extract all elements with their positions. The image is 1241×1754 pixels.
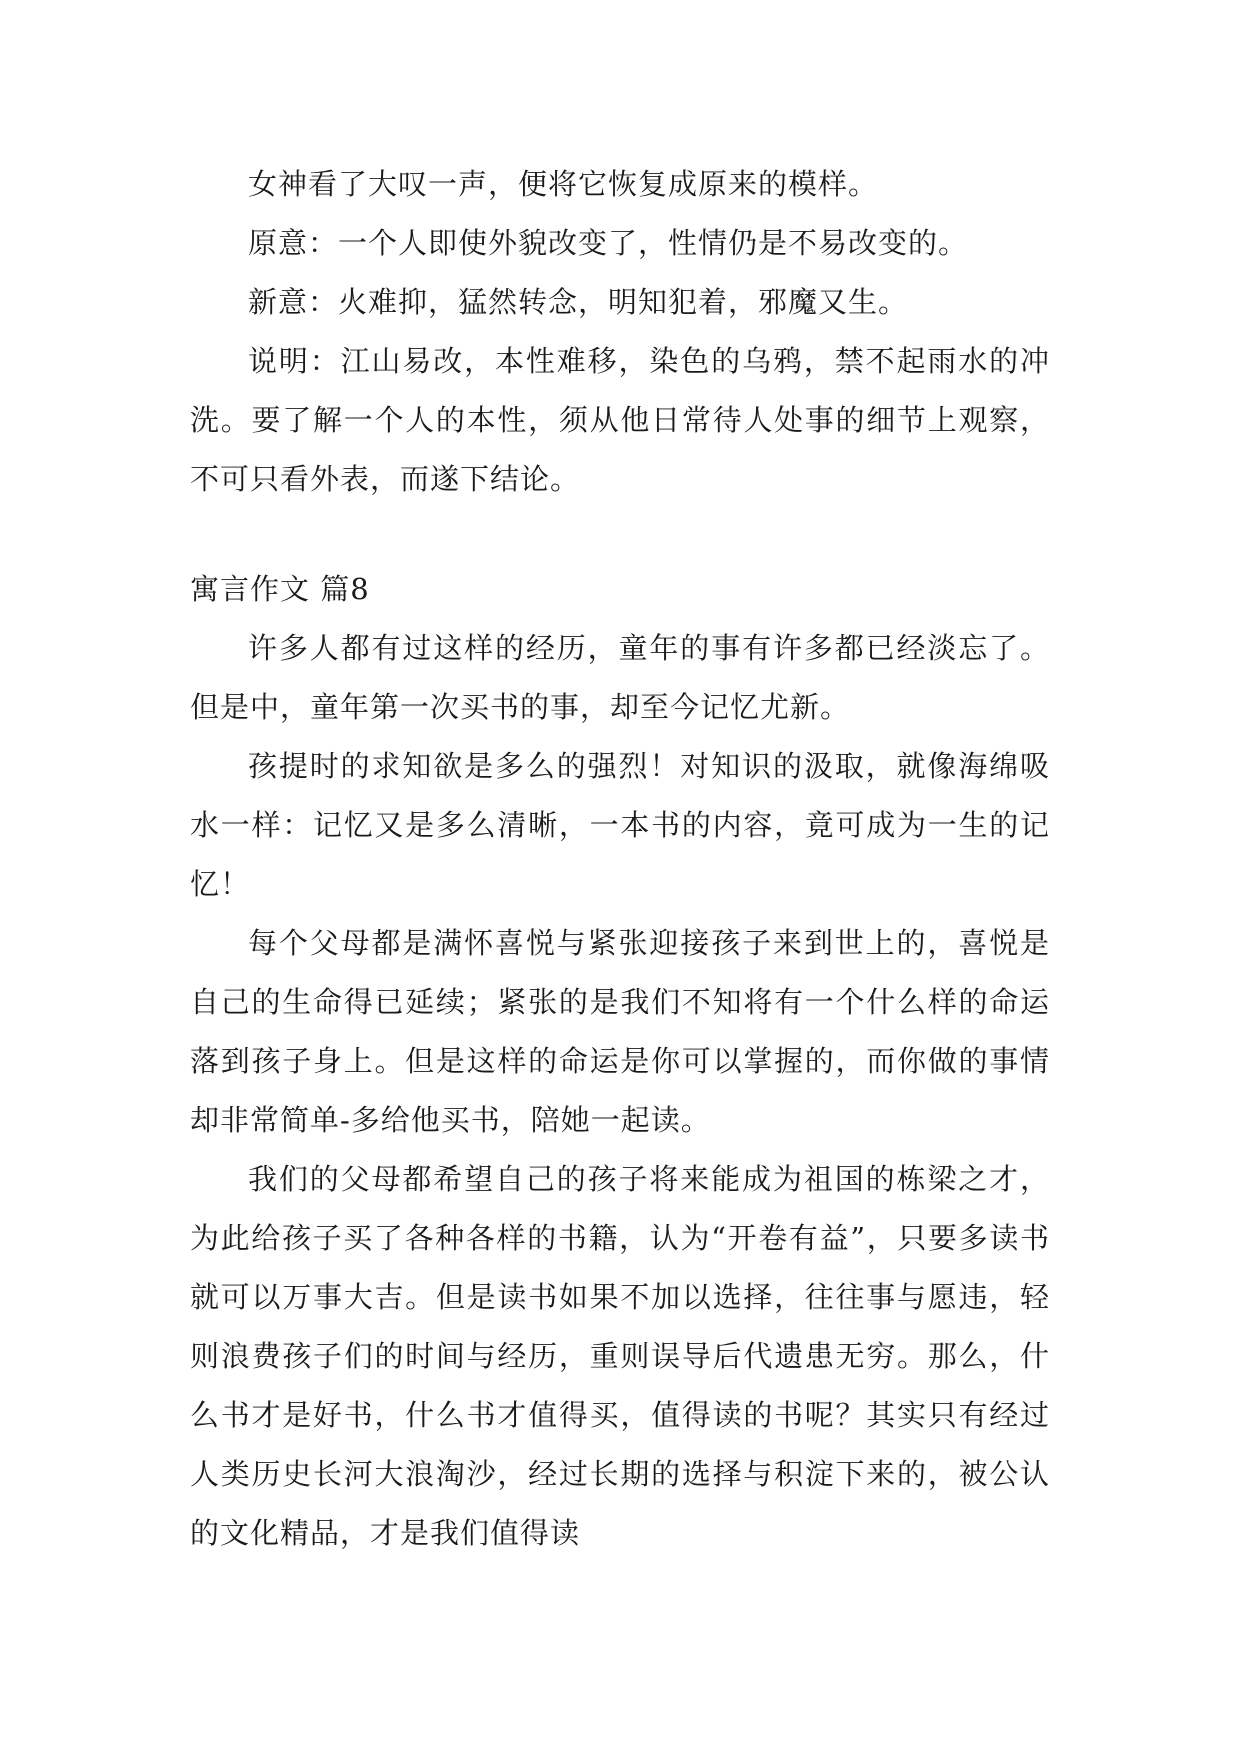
essay-section	[190, 619, 1050, 1563]
paragraph-original-meaning: 原意：一个人即使外貌改变了，性情仍是不易改变的。	[248, 226, 969, 260]
paragraph-story-ending: 女神看了大叹一声，便将它恢复成原来的模样。	[248, 167, 879, 201]
fable-ending-section	[190, 155, 1050, 509]
paragraph: 许多人都有过这样的经历，童年的事有许多都已经淡忘了。但是中，童年第一次买书的事，却至今记忆尤新。	[190, 631, 1050, 724]
paragraph: 每个父母都是满怀喜悦与紧张迎接孩子来到世上的，喜悦是自己的生命得已延续；紧张的是我们不知将有一个什么样的命运落到孩子身上。但是这样的命运是你可以掌握的，而你做的事情却非常简单-多给他买书，陪她一起读。	[190, 926, 1050, 1137]
section-heading: 寓言作文 篇8	[190, 572, 370, 606]
paragraph: 我们的父母都希望自己的孩子将来能成为祖国的栋梁之才，为此给孩子买了各种各样的书籍，认为“开卷有益”，只要多读书就可以万事大吉。但是读书如果不加以选择，往往事与愿违，轻则浪费孩子们的时间与经历，重则误导后代遗患无穷。那么，什么书才是好书，什么书才值得买，值得读的书呢？其实只有经过人类历史长河大浪淘沙，经过长期的选择与积淀下来的，被公认的文化精品，才是我们值得读	[190, 1162, 1050, 1550]
paragraph: 孩提时的求知欲是多么的强烈！对知识的汲取，就像海绵吸水一样：记忆又是多么清晰，一本书的内容，竟可成为一生的记忆！	[190, 749, 1050, 901]
paragraph-new-meaning: 新意：火难抑，猛然转念，明知犯着，邪魔又生。	[248, 285, 909, 319]
paragraph-explanation: 说明：江山易改，本性难移，染色的乌鸦，禁不起雨水的冲洗。要了解一个人的本性，须从他日常待人处事的细节上观察，不可只看外表，而遂下结论。	[190, 344, 1050, 496]
